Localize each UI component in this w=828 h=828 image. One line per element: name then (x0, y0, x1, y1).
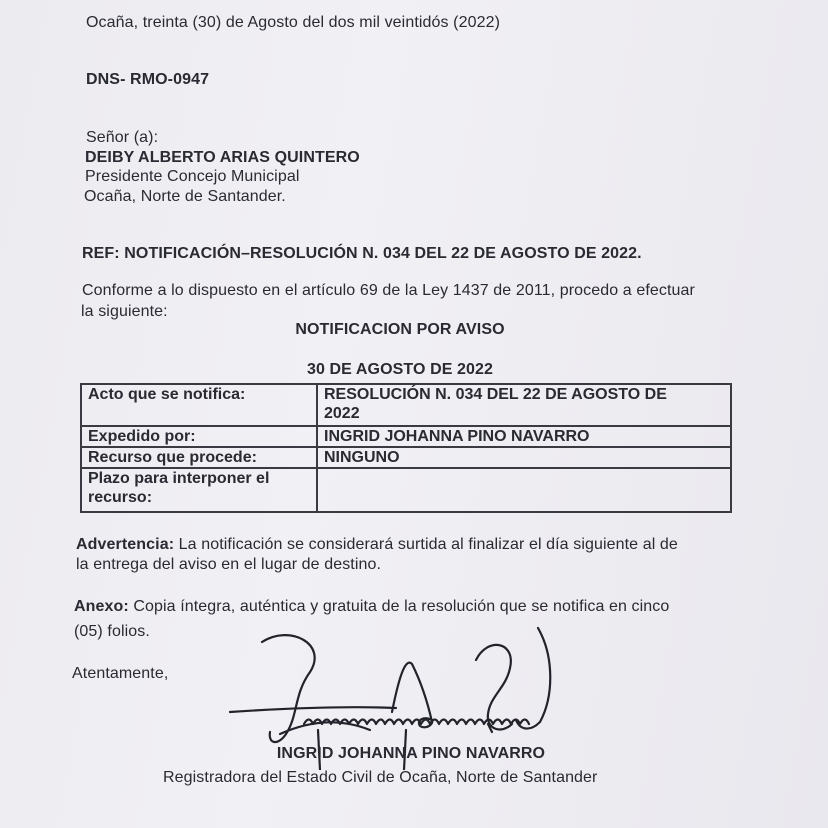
table-row (81, 468, 731, 512)
annex-text-2: (05) folios. (74, 623, 150, 640)
table-row (81, 426, 731, 447)
table-value: INGRID JOHANNA PINO NAVARRO (317, 426, 731, 447)
notice-title: NOTIFICACION POR AVISO (295, 321, 505, 338)
table-label: Plazo para interponer el recurso: (81, 468, 317, 512)
signatory-title: Registradora del Estado Civil de Ocaña, Norte de Santander (163, 769, 598, 786)
table-value (317, 468, 731, 512)
recipient-location: Ocaña, Norte de Santander. (84, 188, 286, 205)
annex-text-1: Copia íntegra, auténtica y gratuita de la resolución que se notifica en cinco (128, 598, 670, 615)
annex-label: Anexo: (74, 598, 129, 615)
notification-table (80, 383, 732, 513)
warning-label: Advertencia: (76, 536, 175, 553)
closing-line: Atentamente, (72, 665, 169, 682)
warning-text-2: la entrega del aviso en el lugar de destino. (76, 556, 382, 573)
table-label: Expedido por: (81, 426, 317, 447)
recipient-salutation: Señor (a): (86, 129, 159, 146)
annex-line-1 (74, 598, 669, 616)
table-label: Acto que se notifica: (81, 384, 317, 426)
notice-date: 30 DE AGOSTO DE 2022 (306, 361, 494, 378)
table-row (81, 447, 731, 468)
table-value: RESOLUCIÓN N. 034 DEL 22 DE AGOSTO DE 2022 (317, 384, 731, 426)
signatory-name: INGRID JOHANNA PINO NAVARRO (276, 745, 546, 762)
warning-text-1: La notificación se considerará surtida al finalizar el día siguiente al de (174, 536, 678, 553)
table-value: NINGUNO (317, 447, 731, 468)
warning-line-1 (76, 536, 678, 554)
recipient-position: Presidente Concejo Municipal (85, 168, 300, 185)
recipient-name: DEIBY ALBERTO ARIAS QUINTERO (85, 149, 360, 166)
intro-line-2: la siguiente: (81, 303, 168, 320)
table-row (81, 384, 731, 426)
subject-line: REF: NOTIFICACIÓN–RESOLUCIÓN N. 034 DEL 22 DE AGOSTO DE 2022. (82, 245, 642, 262)
date-line: Ocaña, treinta (30) de Agosto del dos mil veintidós (2022) (86, 14, 501, 31)
reference-code: DNS- RMO-0947 (86, 71, 210, 88)
intro-line-1: Conforme a lo dispuesto en el artículo 69 de la Ley 1437 de 2011, procedo a efectuar (82, 282, 695, 299)
table-label: Recurso que procede: (81, 447, 317, 468)
